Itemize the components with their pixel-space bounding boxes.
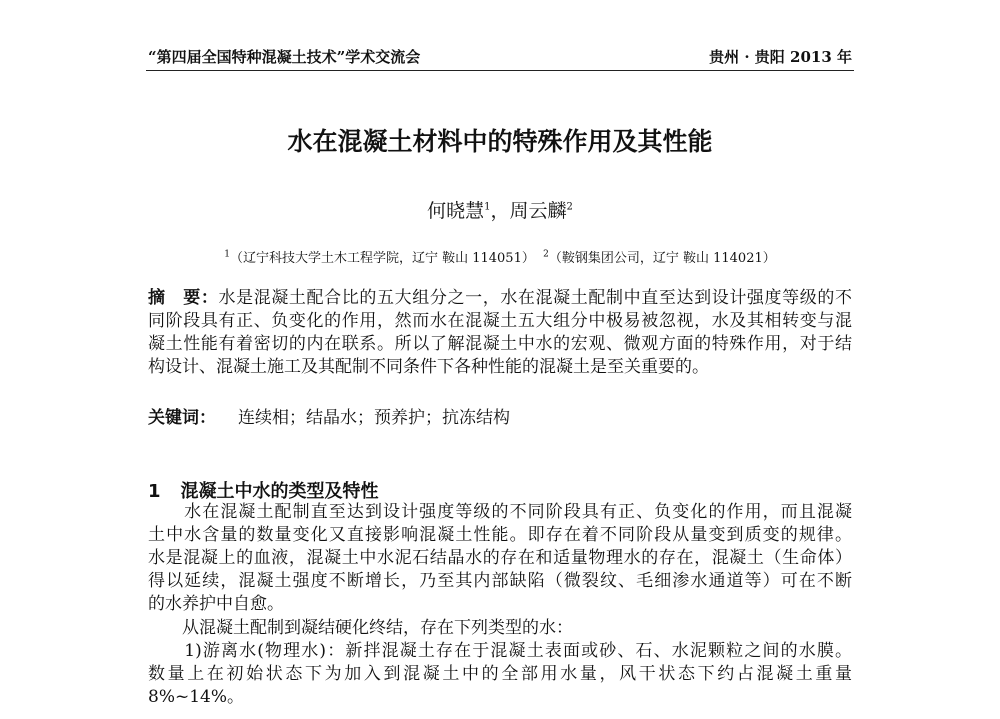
- abstract-line: [148, 287, 852, 310]
- affiliation-mark: 1: [224, 249, 230, 260]
- body-line: 土中水含量的数量变化又直接影响混凝土性能。即存在着不同阶段从量变到质变的规律。: [148, 525, 852, 545]
- body-line: 水在混凝土配制直至达到设计强度等级的不同阶段具有正、负变化的作用，而且混凝: [148, 502, 852, 522]
- section-title: 混凝土中水的类型及特性: [180, 481, 379, 502]
- body-line: 8%~14%。: [148, 687, 244, 707]
- body-line: 1)游离水(物理水)：新拌混凝土存在于混凝土表面或砂、石、水泥颗粒之间的水膜。: [148, 641, 852, 661]
- body-line: 水是混凝上的血液，混凝土中水泥石结晶水的存在和适量物理水的存在，混凝土（生命体）: [148, 548, 852, 568]
- header-divider: [146, 70, 854, 71]
- paper-title: 水在混凝土材料中的特殊作用及其性能: [287, 127, 713, 156]
- keywords-label: 关键词：: [148, 408, 216, 428]
- running-header-location-year: 贵州 · 贵阳 2013 年: [709, 48, 852, 66]
- abstract-label: 摘 要：: [148, 288, 219, 308]
- body-line: 的水养护中自愈。: [148, 594, 284, 614]
- authors: [0, 196, 1000, 223]
- section-heading: [148, 477, 379, 503]
- keywords-text: 连续相；结晶水；预养护；抗冻结构: [238, 408, 510, 428]
- abstract-text: 水是混凝土配合比的五大组分之一，水在混凝土配制中直至达到设计强度等级的不: [218, 288, 853, 308]
- body-line: 从混凝土配制到凝结硬化终结，存在下列类型的水：: [148, 618, 573, 638]
- keywords: [148, 407, 852, 430]
- affiliations: [0, 247, 1000, 266]
- affiliation: （鞍钢集团公司，辽宁 鞍山 114021）: [548, 251, 776, 266]
- abstract-line: 同阶段具有正、负变化的作用，然而水在混凝土五大组分中极易被忽视，水及其相转变与混: [148, 311, 852, 331]
- section-number: 1: [148, 481, 161, 502]
- body-line: 数量上在初始状态下为加入到混凝土中的全部用水量，风干状态下约占混凝土重量: [148, 664, 852, 684]
- abstract-line: 构设计、混凝土施工及其配制不同条件下各种性能的混凝土是至关重要的。: [148, 357, 709, 377]
- affiliation-mark: 2: [543, 249, 549, 260]
- author-name: 周云麟: [509, 200, 567, 222]
- author-affiliation-mark: 2: [566, 201, 573, 213]
- affiliation: （辽宁科技大学土木工程学院，辽宁 鞍山 114051）: [229, 251, 535, 266]
- body-line: 得以延续，混凝土强度不断增长，乃至其内部缺陷（微裂纹、毛细渗水通道等）可在不断: [148, 571, 852, 591]
- author-separator: ，: [490, 200, 510, 222]
- author-affiliation-mark: 1: [484, 201, 491, 213]
- running-header-conference: “第四届全国特种混凝土技术”学术交流会: [148, 48, 421, 66]
- abstract-line: 凝土性能有着密切的内在联系。所以了解混凝土中水的宏观、微观方面的特殊作用，对于结: [148, 334, 852, 354]
- author-name: 何晓慧: [427, 200, 485, 222]
